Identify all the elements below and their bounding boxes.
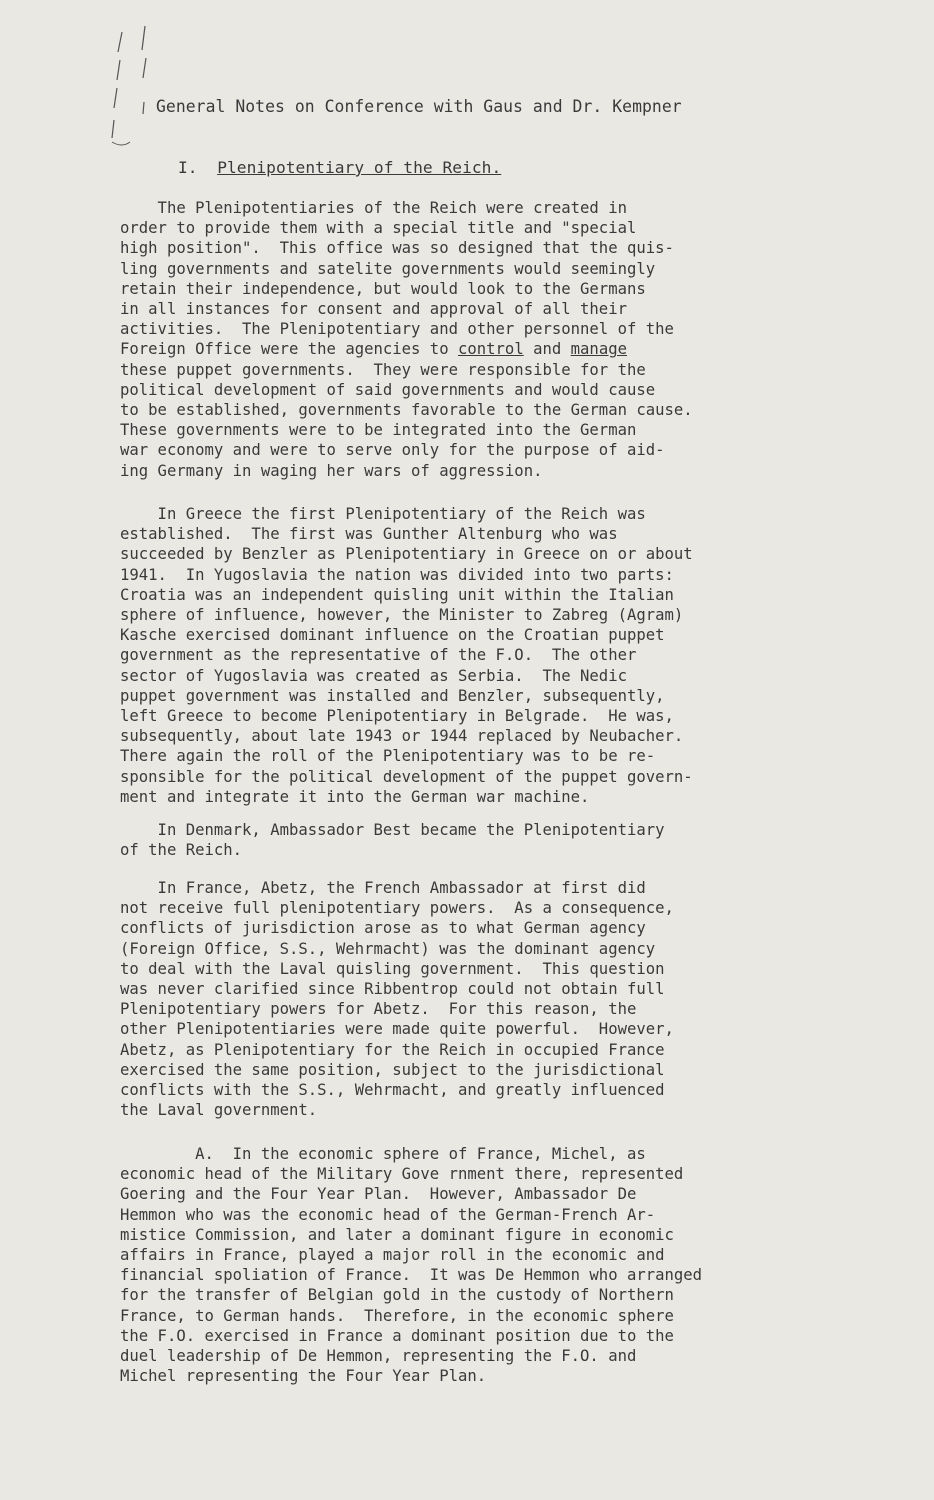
p2-line: established. The first was Gunther Altenburg who was <box>120 525 618 544</box>
p1-line-lead: Foreign Office were the agencies to <box>120 340 458 359</box>
p4-line: conflicts of jurisdiction arose as to what German agency <box>120 919 646 938</box>
p1-line: ing Germany in waging her wars of aggression. <box>120 461 543 480</box>
p4-line: In France, Abetz, the French Ambassador at first did <box>120 879 646 897</box>
p2-line: left Greece to become Plenipotentiary in Belgrade. He was, <box>120 707 674 726</box>
section-heading <box>178 158 501 178</box>
p4-line: Abetz, as Plenipotentiary for the Reich in occupied France <box>120 1040 665 1059</box>
p5-line: A. In the economic sphere of France, Michel, as <box>120 1145 646 1163</box>
section-number: I. <box>178 158 198 177</box>
p5-line: France, to German hands. Therefore, in the economic sphere <box>120 1306 674 1325</box>
paragraph-2 <box>120 504 693 807</box>
paragraph-4 <box>120 878 674 1120</box>
p3-line: of the Reich. <box>120 841 243 860</box>
p2-line: sponsible for the political development of the puppet govern- <box>120 767 693 786</box>
p2-line: government as the representative of the F.O. The other <box>120 646 637 665</box>
p4-line: not receive full plenipotentiary powers. As a consequence, <box>120 899 674 918</box>
underlined-control: control <box>457 340 524 359</box>
handwritten-margin-marks <box>100 20 170 160</box>
p1-line: political development of said governments and would cause <box>120 380 656 399</box>
p4-line: other Plenipotentiaries were made quite powerful. However, <box>120 1020 674 1039</box>
p1-line-mid: and <box>523 340 571 359</box>
p1-line: ling governments and satelite governments would seemingly <box>120 259 656 278</box>
p2-line: sphere of influence, however, the Minister to Zabreg (Agram) <box>120 606 684 625</box>
p4-line: conflicts with the S.S., Wehrmacht, and greatly influenced <box>120 1081 665 1100</box>
p4-line: was never clarified since Ribbentrop could not obtain full <box>120 980 665 999</box>
p2-line: puppet government was installed and Benzler, subsequently, <box>120 686 665 705</box>
p5-line: the F.O. exercised in France a dominant position due to the <box>120 1326 674 1345</box>
p5-line: financial spoliation of France. It was De Hemmon who arranged <box>120 1266 703 1285</box>
p2-line: succeeded by Benzler as Plenipotentiary in Greece on or about <box>120 545 693 564</box>
p4-line: (Foreign Office, S.S., Wehrmacht) was the dominant agency <box>120 939 656 958</box>
p1-line: high position". This office was so designed that the quis- <box>120 239 674 258</box>
p5-line: duel leadership of De Hemmon, representing the F.O. and <box>120 1347 637 1366</box>
p5-line: Hemmon who was the economic head of the German-French Ar- <box>120 1205 656 1224</box>
p1-line: to be established, governments favorable to the German cause. <box>120 401 693 420</box>
paragraph-3 <box>120 820 665 860</box>
p5-line: for the transfer of Belgian gold in the custody of Northern <box>120 1286 674 1305</box>
p5-line: affairs in France, played a major roll in the economic and <box>120 1246 665 1265</box>
p1-line: retain their independence, but would look to the Germans <box>120 279 646 298</box>
section-title: Plenipotentiary of the Reich. <box>217 158 502 177</box>
p2-line: There again the roll of the Plenipotentiary was to be re- <box>120 747 656 766</box>
p1-line: these puppet governments. They were responsible for the <box>120 360 646 379</box>
p1-line: order to provide them with a special title and "special <box>120 219 637 238</box>
p1-line: in all instances for consent and approval of all their <box>120 300 627 319</box>
paragraph-1 <box>120 198 693 481</box>
underlined-manage: manage <box>570 340 627 359</box>
p5-line: economic head of the Military Gove rnment there, represented <box>120 1165 684 1184</box>
p3-line: In Denmark, Ambassador Best became the Plenipotentiary <box>120 821 665 839</box>
p2-line: ment and integrate it into the German war machine. <box>120 787 590 806</box>
p1-line: war economy and were to serve only for the purpose of aid- <box>120 441 665 460</box>
p2-line: sector of Yugoslavia was created as Serbia. The Nedic <box>120 666 627 685</box>
p4-line: to deal with the Laval quisling government. This question <box>120 959 665 978</box>
p1-line: The Plenipotentiaries of the Reich were created in <box>120 199 627 217</box>
p1-line: These governments were to be integrated into the German <box>120 421 637 440</box>
p2-line: subsequently, about late 1943 or 1944 replaced by Neubacher. <box>120 727 684 746</box>
p2-line: Kasche exercised dominant influence on the Croatian puppet <box>120 626 665 645</box>
p4-line: exercised the same position, subject to the jurisdictional <box>120 1060 665 1079</box>
paragraph-5 <box>120 1144 702 1386</box>
p5-line: mistice Commission, and later a dominant figure in economic <box>120 1225 674 1244</box>
p2-line: 1941. In Yugoslavia the nation was divided into two parts: <box>120 565 674 584</box>
p4-line: Plenipotentiary powers for Abetz. For this reason, the <box>120 1000 637 1019</box>
p2-line: Croatia was an independent quisling unit within the Italian <box>120 585 674 604</box>
p2-line: In Greece the first Plenipotentiary of the Reich was <box>120 505 646 523</box>
p5-line: Goering and the Four Year Plan. However, Ambassador De <box>120 1185 637 1204</box>
p5-line: Michel representing the Four Year Plan. <box>120 1367 487 1386</box>
p1-line: activities. The Plenipotentiary and other personnel of the <box>120 320 674 339</box>
document-title: General Notes on Conference with Gaus and Dr. Kempner <box>156 97 682 116</box>
p4-line: the Laval government. <box>120 1101 318 1120</box>
